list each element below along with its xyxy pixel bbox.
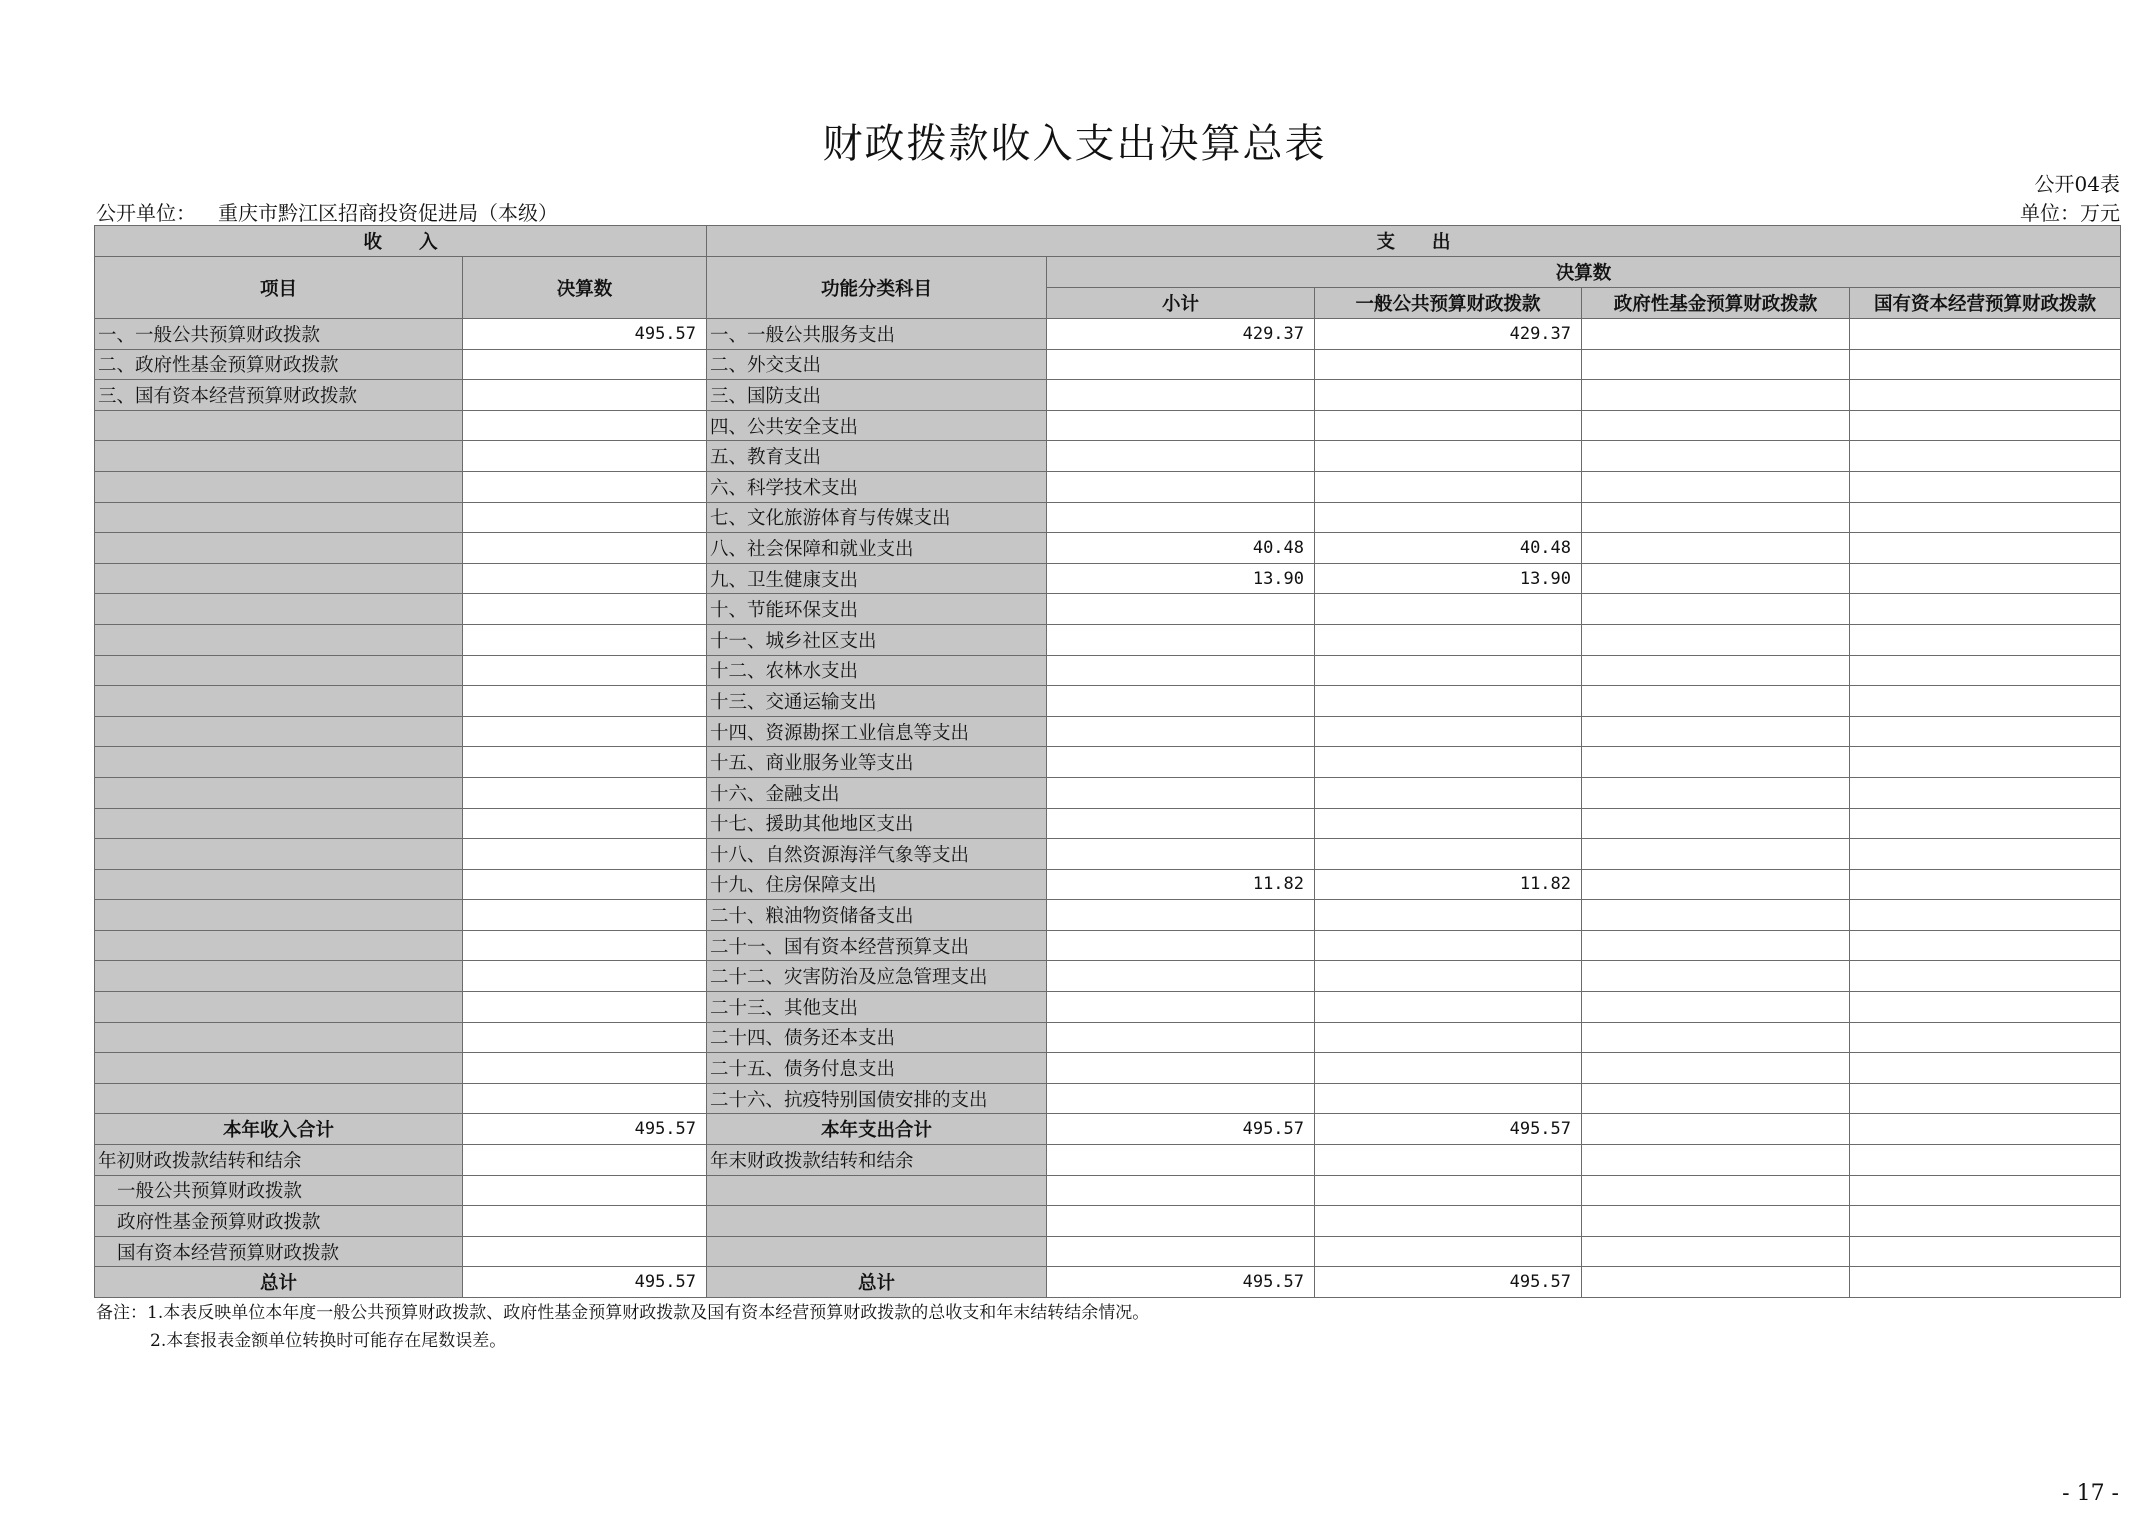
expense-subtotal [1047,1145,1315,1176]
expense-general-budget: 429.37 [1315,319,1582,350]
expense-state-capital [1850,410,2121,441]
income-amount [463,961,707,992]
expense-subtotal: 495.57 [1047,1114,1315,1145]
expense-item: 二十四、债务还本支出 [707,1022,1047,1053]
expense-state-capital [1850,319,2121,350]
income-item: 政府性基金预算财政拨款 [95,1206,463,1237]
table-row [95,869,2121,900]
expense-gov-fund [1582,1053,1850,1084]
expense-state-capital [1850,869,2121,900]
expense-item: 十七、援助其他地区支出 [707,808,1047,839]
reporting-unit [96,197,558,226]
expense-subtotal [1047,686,1315,717]
income-item [95,624,463,655]
expense-item: 十四、资源勘探工业信息等支出 [707,716,1047,747]
expense-gov-fund [1582,869,1850,900]
income-item [95,1083,463,1114]
expense-item: 二十三、其他支出 [707,992,1047,1023]
expense-state-capital [1850,1114,2121,1145]
expense-gov-fund [1582,1206,1850,1237]
expense-state-capital [1850,502,2121,533]
expense-item: 十六、金融支出 [707,777,1047,808]
expense-subtotal [1047,1175,1315,1206]
expense-state-capital [1850,1053,2121,1084]
income-amount [463,624,707,655]
expense-general-budget [1315,1022,1582,1053]
income-amount [463,1053,707,1084]
income-item [95,655,463,686]
table-row [95,747,2121,778]
expense-gov-fund [1582,319,1850,350]
unit-label: 公开单位： [96,201,196,225]
header-func-class: 功能分类科目 [707,257,1047,319]
expense-state-capital [1850,349,2121,380]
header-row-2 [95,257,2121,288]
expense-state-capital [1850,716,2121,747]
expense-general-budget [1315,1083,1582,1114]
income-amount: 495.57 [463,1267,707,1298]
expense-subtotal [1047,502,1315,533]
income-item [95,930,463,961]
income-amount [463,1022,707,1053]
carry-row [95,1206,2121,1237]
expense-item: 十、节能环保支出 [707,594,1047,625]
expense-subtotal [1047,471,1315,502]
income-amount [463,410,707,441]
carry-row [95,1236,2121,1267]
unit-name: 重庆市黔江区招商投资促进局（本级） [218,201,558,225]
expense-state-capital [1850,930,2121,961]
expense-general-budget [1315,1236,1582,1267]
expense-general-budget [1315,380,1582,411]
expense-general-budget: 495.57 [1315,1267,1582,1298]
income-amount [463,808,707,839]
expense-gov-fund [1582,808,1850,839]
expense-state-capital [1850,1145,2121,1176]
expense-item: 本年支出合计 [707,1114,1047,1145]
notes [96,1299,1149,1355]
expense-general-budget [1315,839,1582,870]
expense-item [707,1236,1047,1267]
expense-subtotal [1047,747,1315,778]
form-number: 公开04表 [2034,172,2120,196]
expense-item: 十五、商业服务业等支出 [707,747,1047,778]
table-row [95,624,2121,655]
expense-item: 七、文化旅游体育与传媒支出 [707,502,1047,533]
expense-item: 四、公共安全支出 [707,410,1047,441]
income-item [95,869,463,900]
table-row [95,1022,2121,1053]
expense-general-budget [1315,747,1582,778]
expense-state-capital [1850,839,2121,870]
expense-state-capital [1850,624,2121,655]
expense-gov-fund [1582,655,1850,686]
income-item [95,471,463,502]
expense-state-capital [1850,900,2121,931]
expense-subtotal [1047,1236,1315,1267]
income-amount [463,747,707,778]
income-item: 年初财政拨款结转和结余 [95,1145,463,1176]
expense-subtotal [1047,349,1315,380]
income-amount [463,441,707,472]
page-number: - 17 - [2062,1481,2119,1506]
expense-subtotal [1047,624,1315,655]
carry-row [95,1175,2121,1206]
table-row [95,319,2121,350]
table-row [95,502,2121,533]
expense-state-capital [1850,1267,2121,1298]
note-1: 备注：1.本表反映单位本年度一般公共预算财政拨款、政府性基金预算财政拨款及国有资本经营预算财政拨款的总收支和年末结转结余情况。 [96,1303,1150,1323]
expense-gov-fund [1582,1175,1850,1206]
expense-gov-fund [1582,747,1850,778]
expense-general-budget: 40.48 [1315,533,1582,564]
table-row [95,961,2121,992]
income-item [95,747,463,778]
expense-state-capital [1850,563,2121,594]
note-2: 2.本套报表金额单位转换时可能存在尾数误差。 [150,1331,507,1351]
expense-gov-fund [1582,716,1850,747]
income-item [95,410,463,441]
expense-general-budget [1315,349,1582,380]
table-row [95,471,2121,502]
expense-general-budget [1315,686,1582,717]
expense-subtotal [1047,1022,1315,1053]
expense-item: 六、科学技术支出 [707,471,1047,502]
expense-gov-fund [1582,900,1850,931]
income-amount [463,1083,707,1114]
income-amount [463,349,707,380]
expense-general-budget [1315,900,1582,931]
table-row [95,655,2121,686]
expense-gov-fund [1582,410,1850,441]
expense-subtotal [1047,655,1315,686]
expense-gov-fund [1582,594,1850,625]
expense-gov-fund [1582,1114,1850,1145]
expense-subtotal [1047,380,1315,411]
expense-general-budget [1315,961,1582,992]
expense-gov-fund [1582,380,1850,411]
expense-general-budget [1315,1206,1582,1237]
income-item [95,563,463,594]
expense-general-budget: 11.82 [1315,869,1582,900]
table-row [95,992,2121,1023]
header-expense: 支 出 [707,226,2121,257]
expense-item: 二十五、债务付息支出 [707,1053,1047,1084]
income-amount [463,1175,707,1206]
expense-general-budget [1315,441,1582,472]
expense-subtotal [1047,410,1315,441]
expense-gov-fund [1582,349,1850,380]
expense-subtotal [1047,441,1315,472]
income-amount [463,380,707,411]
income-amount [463,533,707,564]
expense-subtotal [1047,1083,1315,1114]
expense-subtotal [1047,992,1315,1023]
income-item: 本年收入合计 [95,1114,463,1145]
expense-gov-fund [1582,502,1850,533]
expense-state-capital [1850,441,2121,472]
income-item [95,992,463,1023]
expense-item: 总计 [707,1267,1047,1298]
expense-general-budget [1315,471,1582,502]
header-subtotal: 小计 [1047,288,1315,319]
expense-item: 二十、粮油物资储备支出 [707,900,1047,931]
year-total-row [95,1114,2121,1145]
expense-gov-fund [1582,471,1850,502]
income-item [95,777,463,808]
expense-general-budget [1315,930,1582,961]
income-amount [463,869,707,900]
expense-gov-fund [1582,1236,1850,1267]
expense-item: 十一、城乡社区支出 [707,624,1047,655]
expense-general-budget [1315,1053,1582,1084]
table-row [95,594,2121,625]
income-item: 二、政府性基金预算财政拨款 [95,349,463,380]
expense-item: 十二、农林水支出 [707,655,1047,686]
expense-state-capital [1850,655,2121,686]
income-amount [463,686,707,717]
income-amount [463,1145,707,1176]
income-item: 一般公共预算财政拨款 [95,1175,463,1206]
expense-gov-fund [1582,839,1850,870]
income-amount [463,1236,707,1267]
expense-state-capital [1850,961,2121,992]
expense-item: 九、卫生健康支出 [707,563,1047,594]
income-item: 总计 [95,1267,463,1298]
income-amount [463,716,707,747]
income-item [95,441,463,472]
expense-item: 十三、交通运输支出 [707,686,1047,717]
header-general-budget: 一般公共预算财政拨款 [1315,288,1582,319]
table-row [95,533,2121,564]
table-row [95,1083,2121,1114]
expense-item: 一、一般公共服务支出 [707,319,1047,350]
expense-subtotal [1047,808,1315,839]
income-item [95,716,463,747]
header-final-amount: 决算数 [463,257,707,319]
table-row [95,686,2121,717]
income-amount: 495.57 [463,319,707,350]
expense-item: 十八、自然资源海洋气象等支出 [707,839,1047,870]
income-item: 三、国有资本经营预算财政拨款 [95,380,463,411]
expense-gov-fund [1582,1145,1850,1176]
income-item [95,502,463,533]
table-row [95,1053,2121,1084]
expense-gov-fund [1582,441,1850,472]
expense-gov-fund [1582,686,1850,717]
expense-gov-fund [1582,624,1850,655]
expense-general-budget [1315,1145,1582,1176]
expense-gov-fund [1582,533,1850,564]
expense-general-budget [1315,655,1582,686]
income-amount [463,777,707,808]
expense-subtotal [1047,1206,1315,1237]
expense-gov-fund [1582,777,1850,808]
expense-general-budget [1315,716,1582,747]
income-amount [463,471,707,502]
expense-gov-fund [1582,1022,1850,1053]
expense-general-budget [1315,992,1582,1023]
expense-general-budget [1315,502,1582,533]
expense-subtotal [1047,961,1315,992]
income-amount [463,594,707,625]
expense-item: 二、外交支出 [707,349,1047,380]
expense-item: 二十一、国有资本经营预算支出 [707,930,1047,961]
expense-gov-fund [1582,930,1850,961]
income-item [95,1022,463,1053]
expense-general-budget [1315,624,1582,655]
header-gov-fund: 政府性基金预算财政拨款 [1582,288,1850,319]
income-item [95,1053,463,1084]
table-row [95,349,2121,380]
expense-subtotal [1047,839,1315,870]
table-row [95,777,2121,808]
expense-subtotal: 11.82 [1047,869,1315,900]
expense-subtotal: 13.90 [1047,563,1315,594]
expense-item: 二十二、灾害防治及应急管理支出 [707,961,1047,992]
grand-total-row [95,1267,2121,1298]
expense-item: 三、国防支出 [707,380,1047,411]
income-amount [463,900,707,931]
expense-subtotal: 495.57 [1047,1267,1315,1298]
income-item [95,808,463,839]
expense-gov-fund [1582,1083,1850,1114]
expense-state-capital [1850,1206,2121,1237]
income-item: 一、一般公共预算财政拨款 [95,319,463,350]
expense-general-budget [1315,594,1582,625]
expense-general-budget: 13.90 [1315,563,1582,594]
expense-gov-fund [1582,961,1850,992]
money-unit: 单位：万元 [2020,201,2120,225]
expense-item: 八、社会保障和就业支出 [707,533,1047,564]
expense-item [707,1175,1047,1206]
income-item [95,533,463,564]
expense-state-capital [1850,1236,2121,1267]
expense-item: 二十六、抗疫特别国债安排的支出 [707,1083,1047,1114]
expense-state-capital [1850,1175,2121,1206]
expense-state-capital [1850,533,2121,564]
header-row-1 [95,226,2121,257]
table-row [95,930,2121,961]
expense-subtotal [1047,1053,1315,1084]
table-row [95,441,2121,472]
header-state-capital: 国有资本经营预算财政拨款 [1850,288,2121,319]
expense-item: 十九、住房保障支出 [707,869,1047,900]
expense-general-budget [1315,808,1582,839]
appropriation-summary-table [94,225,2121,1298]
expense-general-budget [1315,777,1582,808]
income-item [95,961,463,992]
income-item [95,839,463,870]
expense-subtotal [1047,716,1315,747]
expense-subtotal [1047,777,1315,808]
expense-subtotal [1047,900,1315,931]
table-row [95,808,2121,839]
income-amount [463,930,707,961]
header-income: 收 入 [95,226,707,257]
expense-state-capital [1850,808,2121,839]
expense-general-budget [1315,410,1582,441]
table-row [95,563,2121,594]
header-final-amount-group: 决算数 [1047,257,2121,288]
expense-item [707,1206,1047,1237]
table-row [95,410,2121,441]
header-item: 项目 [95,257,463,319]
income-item: 国有资本经营预算财政拨款 [95,1236,463,1267]
expense-gov-fund [1582,992,1850,1023]
income-item [95,686,463,717]
expense-state-capital [1850,992,2121,1023]
expense-state-capital [1850,594,2121,625]
expense-state-capital [1850,686,2121,717]
expense-general-budget [1315,1175,1582,1206]
income-amount [463,655,707,686]
expense-state-capital [1850,1083,2121,1114]
expense-state-capital [1850,747,2121,778]
income-amount [463,563,707,594]
expense-item: 五、教育支出 [707,441,1047,472]
expense-state-capital [1850,777,2121,808]
table-row [95,716,2121,747]
expense-gov-fund [1582,563,1850,594]
expense-subtotal: 40.48 [1047,533,1315,564]
expense-item: 年末财政拨款结转和结余 [707,1145,1047,1176]
income-amount [463,992,707,1023]
carry-row [95,1145,2121,1176]
income-amount [463,839,707,870]
page-title: 财政拨款收入支出决算总表 [822,121,1327,167]
expense-state-capital [1850,380,2121,411]
table-row [95,839,2121,870]
expense-general-budget: 495.57 [1315,1114,1582,1145]
expense-subtotal [1047,930,1315,961]
income-amount [463,1206,707,1237]
income-amount [463,502,707,533]
income-item [95,900,463,931]
income-item [95,594,463,625]
expense-subtotal [1047,594,1315,625]
expense-gov-fund [1582,1267,1850,1298]
table-row [95,900,2121,931]
expense-state-capital [1850,1022,2121,1053]
income-amount: 495.57 [463,1114,707,1145]
table-row [95,380,2121,411]
expense-state-capital [1850,471,2121,502]
expense-subtotal: 429.37 [1047,319,1315,350]
